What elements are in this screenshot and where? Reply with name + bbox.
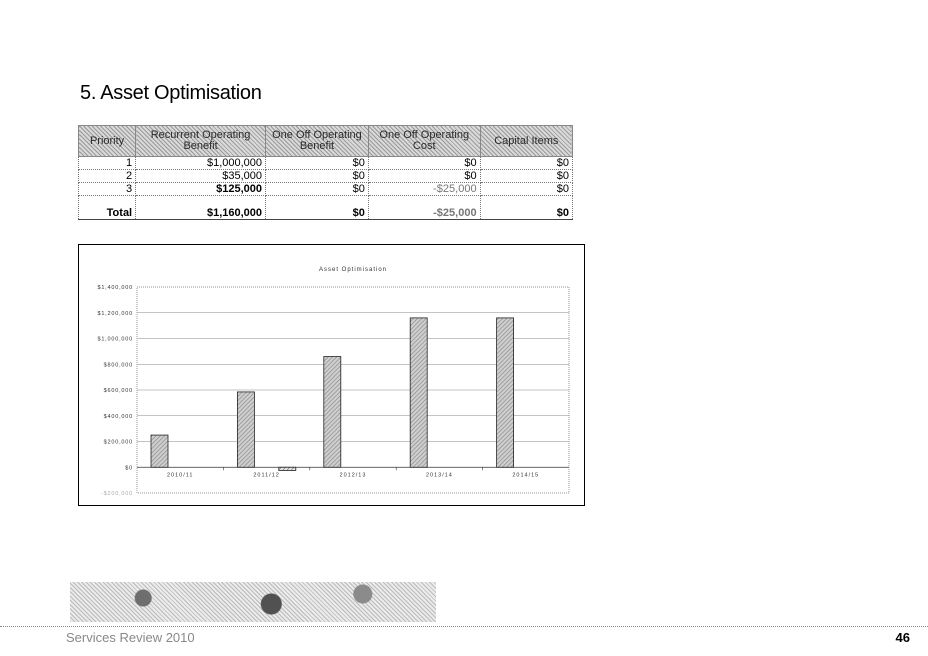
- table-row: [79, 157, 573, 170]
- footer-photo-strip: [70, 582, 436, 622]
- cell-priority: 1: [79, 157, 136, 170]
- y-tick-label: -$200,000: [101, 491, 133, 497]
- header-one-off-cost: One Off Operating Cost: [368, 126, 480, 157]
- cell-total-one-off-cost: -$25,000: [368, 196, 480, 220]
- header-priority: Priority: [79, 126, 136, 157]
- header-capital-items: Capital Items: [480, 126, 572, 157]
- cell-capital: $0: [480, 170, 572, 183]
- cell-capital: $0: [480, 183, 572, 196]
- y-tick-label: $1,200,000: [97, 310, 133, 317]
- cell-recurrent: $1,000,000: [136, 157, 266, 170]
- cell-recurrent: $125,000: [136, 183, 266, 196]
- y-tick-label: $200,000: [103, 439, 133, 446]
- bar-recurrent: [497, 318, 514, 467]
- table-row: [79, 170, 573, 183]
- y-tick-label: $0: [125, 465, 133, 472]
- cell-one-off-benefit: $0: [266, 157, 369, 170]
- x-tick-label: 2012/13: [339, 472, 367, 479]
- cell-one-off-cost: -$25,000: [368, 183, 480, 196]
- y-tick-label: $1,400,000: [97, 285, 133, 291]
- bar-recurrent: [237, 392, 254, 467]
- footer-divider: [0, 626, 928, 627]
- table-total-row: [79, 196, 573, 220]
- y-tick-label: $800,000: [103, 362, 133, 369]
- cell-one-off-cost: $0: [368, 157, 480, 170]
- cell-priority: 3: [79, 183, 136, 196]
- asset-optimisation-chart: [78, 244, 585, 506]
- page-number: 46: [895, 630, 910, 645]
- cell-total-capital: $0: [480, 196, 572, 220]
- cell-recurrent: $35,000: [136, 170, 266, 183]
- y-tick-label: $600,000: [103, 388, 133, 394]
- page-title: 5. Asset Optimisation: [80, 82, 262, 104]
- cell-one-off-cost: $0: [368, 170, 480, 183]
- x-tick-label: 2014/15: [512, 472, 540, 479]
- x-tick-label: 2010/11: [166, 472, 194, 479]
- cell-capital: $0: [480, 157, 572, 170]
- cell-priority: 2: [79, 170, 136, 183]
- header-recurrent-benefit: Recurrent Operating Benefit: [136, 126, 266, 157]
- y-tick-label: $400,000: [103, 413, 133, 420]
- header-one-off-benefit: One Off Operating Benefit: [266, 126, 369, 157]
- table-row: [79, 183, 573, 196]
- x-tick-label: 2011/12: [253, 472, 280, 479]
- cell-total-label: Total: [79, 196, 136, 220]
- bar-one-off: [279, 467, 296, 470]
- benefits-table: [78, 125, 573, 220]
- x-tick-label: 2013/14: [425, 472, 453, 479]
- cell-total-recurrent: $1,160,000: [136, 196, 266, 220]
- cell-one-off-benefit: $0: [266, 170, 369, 183]
- footer-text: Services Review 2010: [66, 630, 195, 645]
- chart-title: Asset Optimisation: [318, 267, 388, 273]
- cell-one-off-benefit: $0: [266, 183, 369, 196]
- table-header-row: [79, 126, 573, 157]
- cell-total-one-off-benefit: $0: [266, 196, 369, 220]
- chart-svg: [79, 245, 584, 505]
- y-tick-label: $1,000,000: [97, 336, 133, 343]
- bar-recurrent: [410, 318, 427, 467]
- bar-recurrent: [324, 357, 341, 468]
- bar-recurrent: [151, 435, 168, 467]
